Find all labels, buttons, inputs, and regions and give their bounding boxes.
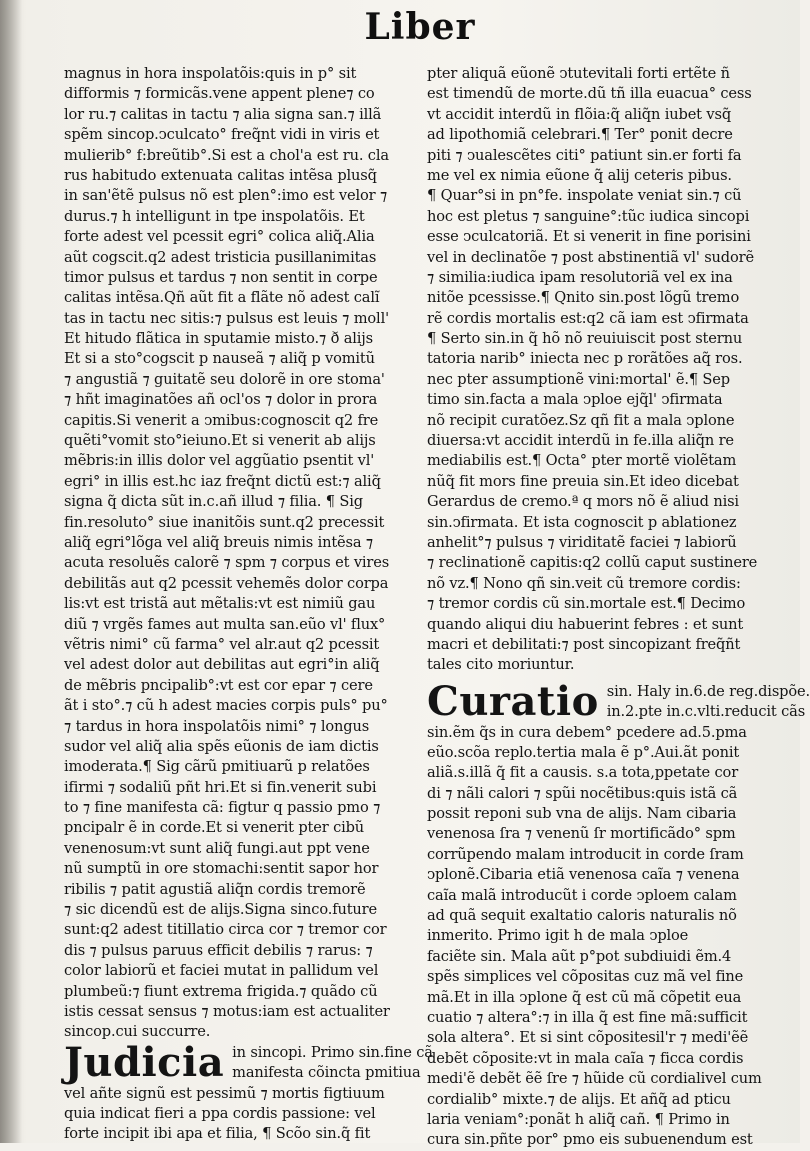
- text-line: imoderata.¶ Sig cãrũ pmitiuarũ p relatões: [64, 758, 370, 776]
- text-line: diuersa:vt accidit interdũ in fe.illa aliq̃n re: [427, 432, 734, 450]
- text-line: tas in tactu nec sitis:⁊ pulsus est leuis ⁊ moll': [64, 309, 389, 327]
- text-line: ⁊ reclinationẽ capitis:q2 collũ caput sustinere: [427, 554, 758, 572]
- page-header: [0, 6, 800, 48]
- text-line: venenosa ſra ⁊ venenũ ſr mortificãdo° spm: [427, 825, 736, 843]
- text-line: sin.ↄfirmata. Et ista cognoscit p ablationez: [427, 513, 737, 531]
- text-line: pncipalr ẽ in corde.Et si venerit pter cibũ: [64, 819, 365, 837]
- text-line: ifirmi ⁊ sodaliũ pñt hri.Et si fin.venerit subi: [64, 778, 377, 796]
- text-line: de mẽbris pncipalib°:vt est cor epar ⁊ cere: [64, 676, 373, 694]
- text-line: ⁊ tardus in hora inspolatõis nimi° ⁊ longus: [64, 717, 370, 735]
- text-line: me vel ex nimia eũone q̃ alij ceteris pibus.: [427, 166, 732, 184]
- text-line: piti ⁊ ↄualescẽtes citi° patiunt sin.er forti fa: [427, 146, 742, 164]
- text-line: ⁊ similia:iudica ipam resolutoriã vel ex ina: [427, 268, 733, 286]
- text-line: eũo.scõa replo.tertia mala ẽ p°.Aui.ãt ponit: [427, 743, 740, 761]
- text-line: cura sin.pñte por° pmo eis subuenendum est: [427, 1131, 753, 1149]
- text-line: faciẽte sin. Mala aũt p°pot subdiuidi ẽm.4: [427, 947, 732, 965]
- text-line: rẽ cordis mortalis est:q2 cã iam est ↄfirmata: [427, 309, 749, 327]
- text-line: vt accidit interdũ in flõia:q̃ aliq̃n iubet vsq̃: [427, 105, 732, 123]
- text-line: istis cessat sensus ⁊ motus:iam est actualiter: [64, 1002, 390, 1020]
- text-line: sin. Haly in.6.de reg.dispõe.: [606, 682, 810, 700]
- text-line: ↄplonẽ.Cibaria etiã venenosa caĩa ⁊ venena: [427, 866, 740, 884]
- text-line: inmerito. Primo igit h de mala ↄploe: [427, 927, 689, 945]
- judicia-first-lines: [232, 1043, 433, 1084]
- text-line: quando aliqui diu habuerint febres : et sunt: [427, 615, 744, 633]
- text-line: cuatio ⁊ altera°:⁊ in illa q̃ est fine mã:sufficit: [427, 1008, 748, 1026]
- curatio-first-lines: [607, 682, 810, 723]
- curatio-text: [427, 723, 779, 1151]
- text-line: sola altera°. Et si sint cõpositesil'r ⁊ medi'ẽẽ: [427, 1029, 749, 1047]
- curatio-heading: Curatio: [427, 677, 599, 725]
- text-line: dis ⁊ pulsus paruus efficit debilis ⁊ rarus: ⁊: [64, 941, 373, 959]
- text-line: nõ recipit curatõez.Sz qñ fit a mala ↄplone: [427, 411, 735, 429]
- text-line: tales cito moriuntur.: [427, 656, 575, 674]
- text-line: spẽs simplices vel cõpositas cuz mã vel fine: [427, 968, 744, 986]
- text-line: pter aliquã eũonẽ ↄtutevitali forti ertẽte ñ: [427, 65, 730, 82]
- text-line: ad lipothomiã celebrari.¶ Ter° ponit decre: [427, 126, 733, 144]
- text-line: cordialib° mixte.⁊ de alijs. Et añq̃ ad pticu: [427, 1090, 731, 1108]
- text-line: ⁊ hñt imaginatões añ ocl'os ⁊ dolor in prora: [64, 391, 378, 409]
- text-line: aliq̃ egri°lõga vel aliq̃ breuis nimis intẽsa ⁊: [64, 533, 374, 551]
- text-line: mulierib° f:breũtib°.Si est a chol'a est ru. cla: [64, 146, 389, 164]
- text-line: nec pter assumptionẽ vini:mortal' ẽ.¶ Sep: [427, 370, 730, 388]
- text-line: nũq̃ fit mors fine preuia sin.Et ideo dicebat: [427, 472, 739, 490]
- text-line: quia indicat fieri a ppa cordis passione: vel: [64, 1104, 376, 1122]
- right-column: [427, 64, 810, 1151]
- text-line: in.2.pte in.c.vlti.reducit cãs: [606, 703, 806, 721]
- text-line: egri° in illis est.hc iaz freq̃nt dictũ est:⁊ aliq̃: [64, 472, 381, 490]
- text-line: caĩa malã introducũt i corde ↄploem calam: [427, 886, 737, 904]
- text-line: capitis.Si venerit a ↄmibus:cognoscit q2 fre: [64, 411, 379, 429]
- running-head: Liber: [364, 6, 476, 48]
- text-line: hoc est pletus ⁊ sanguine°:tũc iudica sincopi: [427, 207, 750, 225]
- text-line: acuta resoluẽs calorẽ ⁊ spm ⁊ corpus et vires: [64, 554, 390, 572]
- text-line: in sincopi. Primo sin.fine cã: [232, 1043, 433, 1061]
- text-line: fin.resoluto° siue inanitõis sunt.q2 precessit: [64, 513, 385, 531]
- text-line: lor ru.⁊ calitas in tactu ⁊ alia signa san.⁊ illã: [64, 105, 382, 123]
- text-line: possit reponi sub vna de alijs. Nam cibaria: [427, 805, 737, 823]
- text-line: venenosum:vt sunt aliq̃ fungi.aut ppt vene: [64, 839, 370, 857]
- text-line: corrũpendo malam introducit in corde ſram: [427, 845, 744, 863]
- text-line: spẽm sincop.ↄculcato° freq̃nt vidi in viris et: [64, 126, 380, 144]
- text-line: anhelit°⁊ pulsus ⁊ viriditatẽ faciei ⁊ labiorũ: [427, 533, 737, 551]
- text-line: medi'ẽ debẽt ẽẽ ſre ⁊ hũide cũ cordialivel cum: [427, 1070, 762, 1088]
- text-line: ¶ Serto sin.in q̃ hõ nõ reuiuiscit post sternu: [427, 330, 743, 348]
- text-line: sunt:q2 adest titillatio circa cor ⁊ tremor cor: [64, 921, 387, 939]
- text-line: Et hitudo flãtica in sputamie misto.⁊ ð alijs: [64, 330, 373, 348]
- text-line: timo sin.facta a mala ↄploe ejq̃l' ↄfirmata: [427, 391, 723, 409]
- text-line: sincop.cui succurre.: [64, 1023, 211, 1041]
- text-line: lis:vt est tristã aut mẽtalis:vt est nimiũ gau: [64, 595, 376, 613]
- text-line: signa q̃ dicta sũt in.c.añ illud ⁊ filia. ¶ Sig: [64, 493, 363, 511]
- text-line: mediabilis est.¶ Octa° pter mortẽ violẽtam: [427, 452, 737, 470]
- judicia-section: [64, 1038, 433, 1086]
- text-line: laria veniam°:ponãt h aliq̃ cañ. ¶ Primo in: [427, 1110, 730, 1128]
- text-line: ¶ Quar°si in pn°fe. inspolate veniat sin.⁊ cũ: [427, 187, 742, 205]
- text-line: magnus in hora inspolatõis:quis in p° sit: [64, 65, 357, 82]
- text-line: quẽti°vomit sto°ieiuno.Et si venerit ab alijs: [64, 432, 376, 450]
- text-line: in san'ẽtẽ pulsus nõ est plen°:imo est velor ⁊: [64, 187, 388, 205]
- text-line: debẽt cõposite:vt in mala caĩa ⁊ ficca cordis: [427, 1049, 744, 1067]
- text-line: to ⁊ fine manifesta cã: figtur q passio pmo ⁊: [64, 799, 381, 817]
- binding-shadow: [0, 0, 22, 1143]
- text-line: nõ vz.¶ Nono qñ sin.veit cũ tremore cordis:: [427, 574, 741, 592]
- text-line: di ⁊ nãli calori ⁊ spũi nocẽtibus:quis istã cã: [427, 784, 738, 802]
- text-line: macri et debilitati:⁊ post sincopizant freq̃ñt: [427, 635, 741, 653]
- text-line: forte incipit ibi apa et filia, ¶ Scõo sin.q̃ fit: [64, 1125, 371, 1143]
- text-line: esse ↄculcatoriã. Et si venerit in fine porisini: [427, 228, 751, 246]
- text-line: diũ ⁊ vrgẽs fames aut multa san.eũo vl' flux°: [64, 615, 386, 633]
- text-line: plumbeũ:⁊ fiunt extrema frigida.⁊ quãdo cũ: [64, 982, 378, 1000]
- text-line: aũt cogscit.q2 adest tristicia pusillanimitas: [64, 248, 377, 266]
- left-column-text: [64, 64, 419, 1043]
- text-line: vel in declinatõe ⁊ post abstinentiã vl' sudorẽ: [427, 248, 754, 266]
- text-line: timor pulsus et tardus ⁊ non sentit in corpe: [64, 268, 378, 286]
- text-line: mẽbris:in illis dolor vel aggũatio psentit vl': [64, 452, 375, 470]
- text-line: forte adest vel pcessit egri° colica aliq̃.Alia: [64, 228, 375, 246]
- text-line: ad quã sequit exaltatio caloris naturalis nõ: [427, 907, 737, 925]
- text-line: ãt i sto°.⁊ cũ h adest macies corpis puls° pu°: [64, 697, 388, 715]
- text-line: vel añte signũ est pessimũ ⁊ mortis figtiuum: [64, 1084, 385, 1102]
- text-line: ⁊ tremor cordis cũ sin.mortale est.¶ Decimo: [427, 595, 746, 613]
- text-line: rus habitudo extenuata calitas intẽsa plusq̃: [64, 166, 377, 184]
- text-line: sudor vel aliq̃ alia spẽs eũonis de iam dictis: [64, 737, 379, 755]
- text-line: durus.⁊ h intelligunt in tpe inspolatõis. Et: [64, 207, 365, 225]
- text-line: ribilis ⁊ patit agustiã aliq̃n cordis tremorẽ: [64, 880, 366, 898]
- text-line: est timendũ de morte.dũ tñ illa euacua° cess: [427, 85, 752, 103]
- text-line: calitas intẽsa.Qñ aũt fit a flãte nõ adest calĩ: [64, 289, 380, 307]
- judicia-text: [64, 1084, 419, 1145]
- right-column-text: [427, 64, 779, 676]
- curatio-section: [427, 677, 810, 725]
- judicia-heading: Judicia: [64, 1038, 225, 1086]
- text-line: difformis ⁊ formicãs.vene appent plene⁊ co: [64, 85, 375, 103]
- text-line: vel adest dolor aut debilitas aut egri°in aliq̃: [64, 656, 380, 674]
- text-line: sin.ẽm q̃s in cura debem° pcedere ad.5.pma: [427, 723, 747, 741]
- text-line: debilitãs aut q2 pcessit vehemẽs dolor corpa: [64, 574, 389, 592]
- text-line: color labiorũ et faciei mutat in pallidum vel: [64, 962, 379, 980]
- left-column: [64, 64, 433, 1145]
- text-line: tatoria narib° iniecta nec p rorãtões aq̃ ros.: [427, 350, 743, 368]
- text-line: ⁊ angustiã ⁊ guitatẽ seu dolorẽ in ore stoma': [64, 370, 385, 388]
- text-line: nitõe pcessisse.¶ Qnito sin.post lõgũ tremo: [427, 289, 740, 307]
- text-line: vẽtris nimi° cũ farma° vel alr.aut q2 pcessit: [64, 635, 380, 653]
- text-line: aliã.s.illã q̃ fit a causis. s.a tota,ppetate cor: [427, 764, 739, 782]
- text-line: Gerardus de cremo.ª q mors nõ ẽ aliud nisi: [427, 493, 739, 511]
- text-line: nũ sumptũ in ore stomachi:sentit sapor hor: [64, 860, 379, 878]
- text-line: manifesta cõincta pmitiua: [232, 1064, 421, 1082]
- text-line: ⁊ sic dicendũ est de alijs.Signa sinco.future: [64, 901, 377, 919]
- text-line: mã.Et in illa ↄplone q̃ est cũ mã cõpetit eua: [427, 988, 742, 1006]
- text-line: Et si a sto°cogscit p nauseã ⁊ aliq̃ p vomitũ: [64, 350, 375, 368]
